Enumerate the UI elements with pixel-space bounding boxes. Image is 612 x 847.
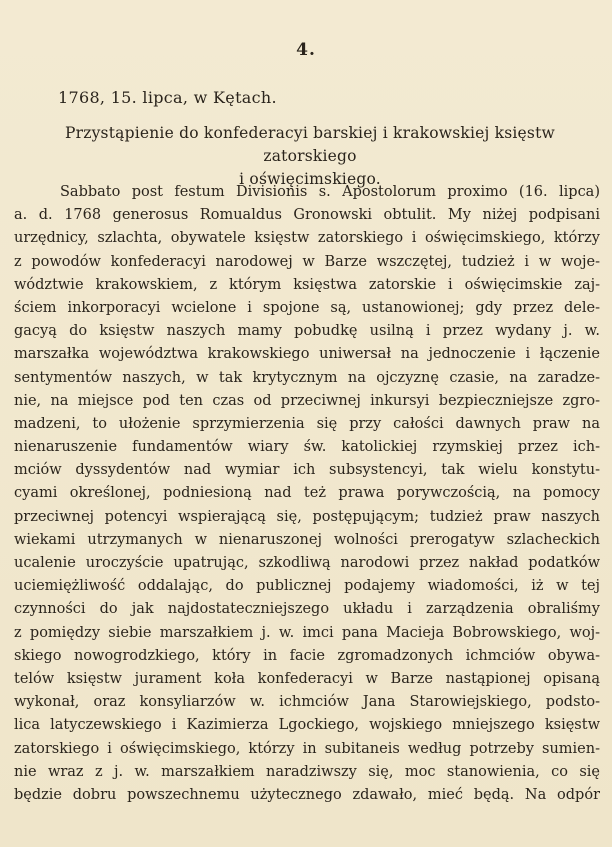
text-line: wództwie krakowskiem, z którym księstwa zatorskie i oświęcimskie zaj- — [14, 276, 600, 293]
text-line: wiekami utrzymanych w nienaruszonej wolności prerogatyw szlacheckich — [14, 531, 600, 548]
text-line: uciemiężliwość oddalając, do publicznej podajemy wiadomości, iż w tej — [14, 578, 600, 595]
heading-line: Przystąpienie do konfederacyi barskiej i krakowskiej księstw zatorskiego — [65, 124, 555, 165]
text-line: gacyą do księstw naszych mamy pobudkę usilną i przez wydany j. w. — [14, 323, 600, 340]
text-line: sentymentów naszych, w tak krytycznym na ojczyznę czasie, na zaradze- — [14, 369, 600, 386]
text-line: zatorskiego i oświęcimskiego, którzy in subitaneis według potrzeby sumien- — [14, 740, 600, 757]
text-line: mciów dyssydentów nad wymiar ich subsystencyi, tak wielu konstytu- — [14, 462, 600, 479]
text-line: a. d. 1768 generosus Romualdus Gronowski obtulit. My niżej podpisani — [14, 207, 600, 224]
text-line: lica latyczewskiego i Kazimierza Lgockiego, wojskiego mniejszego księstw — [14, 717, 600, 734]
text-line: z powodów konfederacyi narodowej w Barze wszczętej, tudzież i w woje- — [14, 253, 600, 270]
text-line: nie, na miejsce pod ten czas od przeciwnej inkursyi bezpieczniejsze zgro- — [14, 392, 600, 409]
page-number: 4. — [296, 40, 316, 60]
text-line: Sabbato post festum Divisionis s. Apostolorum proximo (16. lipca) — [60, 184, 600, 200]
text-line: madzeni, to ułożenie sprzymierzenia się przy całości dawnych praw na — [14, 415, 600, 432]
heading-line: i oświęcimskiego. — [239, 170, 381, 188]
text-line: czynności do jak najdostateczniejszego układu i zarządzenia obraliśmy — [14, 601, 600, 618]
text-line: nie wraz z j. w. marszałkiem naradziwszy się, moc stanowienia, co się — [14, 763, 600, 780]
text-line: ucalenie uroczyście upatrując, szkodliwą narodowi przez nakład podatków — [14, 555, 600, 571]
text-line: nienaruszenie fundamentów wiary św. katolickiej rzymskiej przez ich- — [14, 439, 600, 456]
text-line: urzędnicy, szlachta, obywatele księstw zatorskiego i oświęcimskiego, którzy — [14, 230, 600, 247]
body-text — [14, 181, 600, 807]
text-line: przeciwnej potencyi wspierającą się, postępującym; tudzież praw naszych — [14, 508, 600, 525]
text-line: będzie dobru powszechnemu użytecznego zdawało, mieć będą. Na odpór — [14, 786, 600, 803]
text-line: skiego nowogrodzkiego, który in facie zgromadzonych ichmciów obywa- — [14, 647, 600, 664]
text-line: cyami określonej, podniesioną nad też prawa porywczością, na pomocy — [14, 485, 600, 502]
text-line: z pomiędzy siebie marszałkiem j. w. imci pana Macieja Bobrowskiego, woj- — [14, 624, 600, 641]
text-line: ściem inkorporacyi wcielone i spojone są, ustanowionej; gdy przez dele- — [14, 299, 600, 316]
dateline: 1768, 15. lipca, w Kętach. — [58, 88, 277, 107]
text-line: wykonał, oraz konsyliarzów w. ichmciów Jana Starowiejskiego, podsto- — [14, 694, 600, 711]
text-line: marszałka województwa krakowskiego uniwersał na jednoczenie i łączenie — [14, 346, 600, 363]
text-line: telów księstw jurament koła konfederacyi w Barze nastąpionej opisaną — [14, 670, 600, 687]
